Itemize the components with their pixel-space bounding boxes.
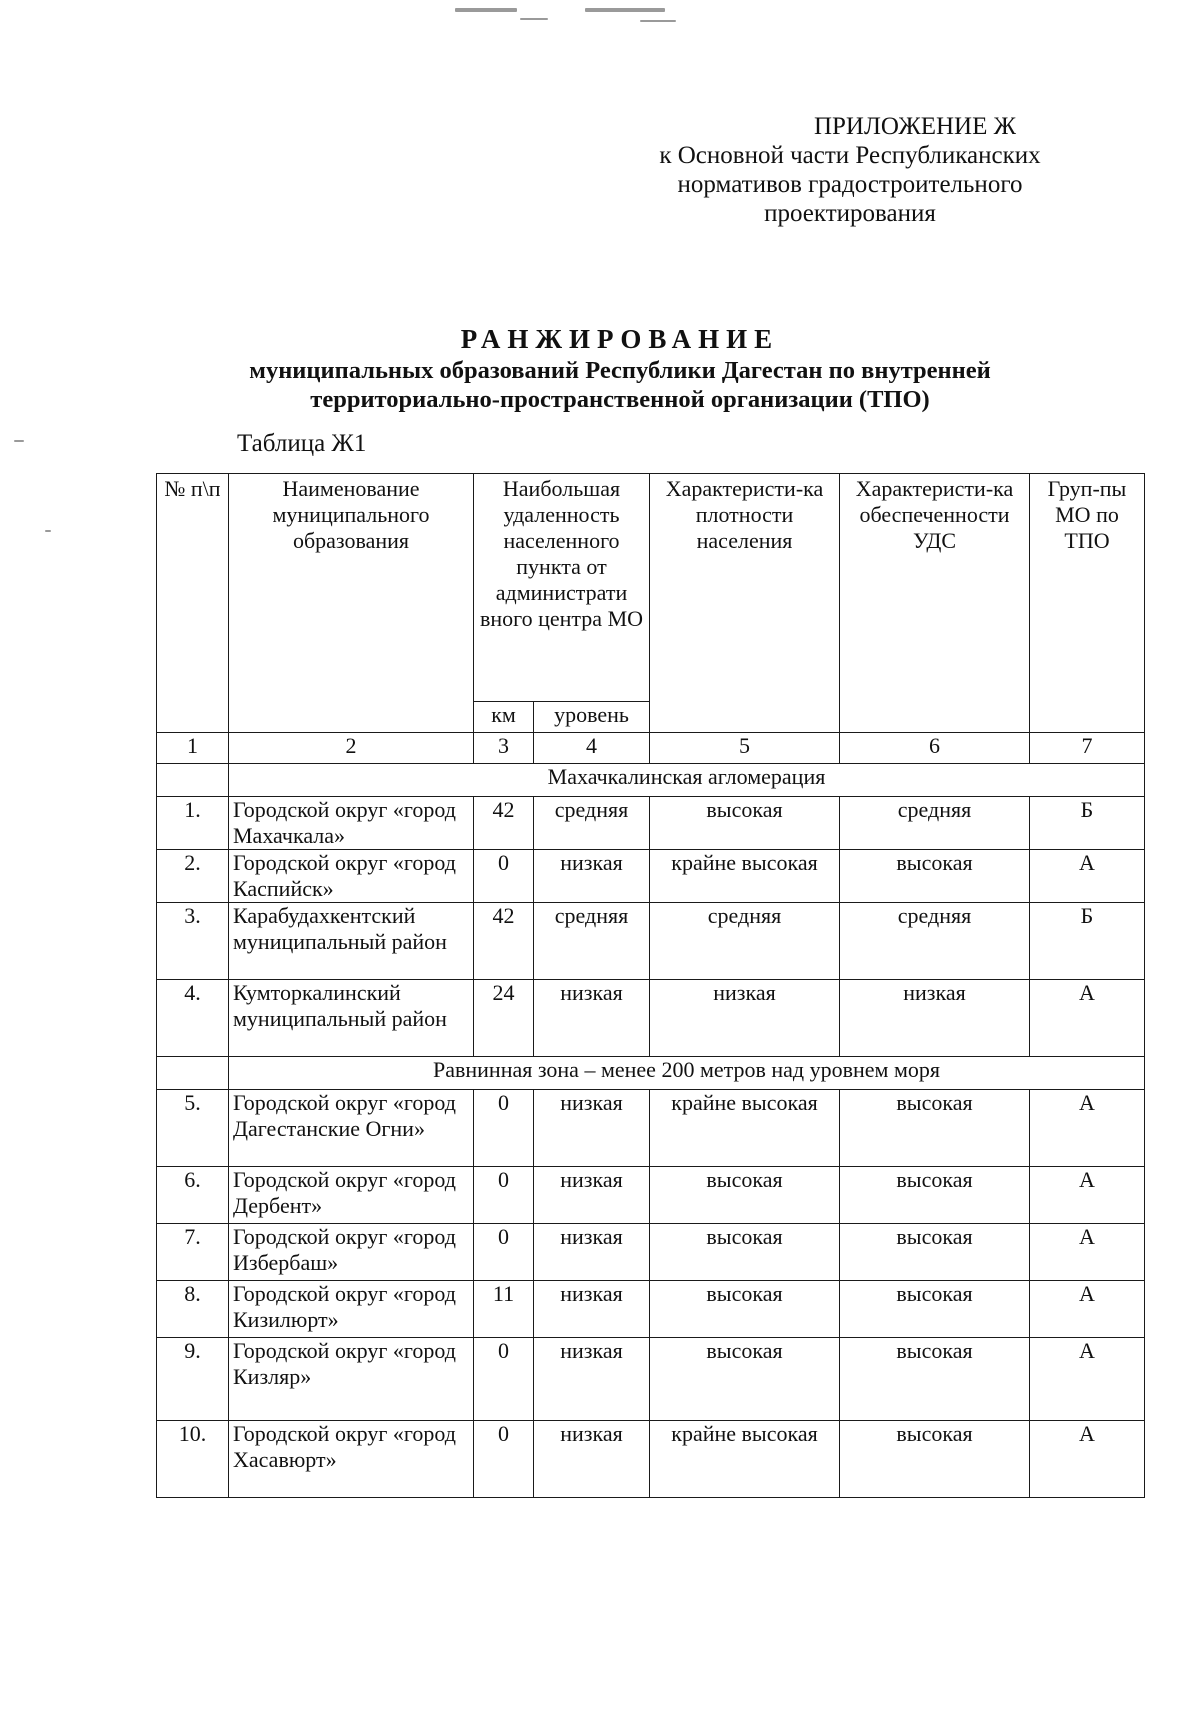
cell-num: 10. — [157, 1421, 229, 1498]
cell-group: А — [1030, 1281, 1145, 1338]
column-number: 4 — [534, 733, 650, 764]
cell-density: высокая — [650, 1281, 840, 1338]
cell-density: крайне высокая — [650, 1090, 840, 1167]
cell-km: 11 — [474, 1281, 534, 1338]
cell-km: 0 — [474, 850, 534, 903]
cell-group: А — [1030, 980, 1145, 1057]
cell-km: 0 — [474, 1421, 534, 1498]
cell-level: средняя — [534, 903, 650, 980]
cell-num: 5. — [157, 1090, 229, 1167]
scan-noise — [640, 20, 676, 22]
cell-km: 42 — [474, 903, 534, 980]
cell-density: высокая — [650, 1338, 840, 1421]
table-row — [157, 797, 1145, 850]
cell-group: А — [1030, 1167, 1145, 1224]
cell-uds: высокая — [840, 1167, 1030, 1224]
cell-level: низкая — [534, 980, 650, 1057]
cell-km: 0 — [474, 1224, 534, 1281]
cell-group: А — [1030, 1090, 1145, 1167]
column-number: 2 — [229, 733, 474, 764]
table-header-row — [157, 474, 1145, 702]
cell-level: низкая — [534, 1281, 650, 1338]
cell-uds: средняя — [840, 903, 1030, 980]
table-row — [157, 980, 1145, 1057]
header-num: № п\п — [157, 474, 229, 733]
cell-num: 8. — [157, 1281, 229, 1338]
cell-name: Карабудахкентский муниципальный район — [229, 903, 474, 980]
column-number: 6 — [840, 733, 1030, 764]
cell-uds: высокая — [840, 1421, 1030, 1498]
header-groups: Груп-пы МО по ТПО — [1030, 474, 1145, 733]
scan-noise — [585, 8, 665, 12]
header-uds: Характеристи-ка обеспеченности УДС — [840, 474, 1030, 733]
cell-name: Городской округ «город Каспийск» — [229, 850, 474, 903]
cell-level: низкая — [534, 1090, 650, 1167]
cell-density: высокая — [650, 1224, 840, 1281]
cell-level: низкая — [534, 1167, 650, 1224]
section-row — [157, 1057, 1145, 1090]
column-number: 1 — [157, 733, 229, 764]
scan-noise — [14, 440, 24, 442]
section-title: Махачкалинская агломерация — [229, 764, 1145, 797]
cell-km: 0 — [474, 1338, 534, 1421]
cell-density: высокая — [650, 797, 840, 850]
cell-uds: низкая — [840, 980, 1030, 1057]
cell-density: крайне высокая — [650, 1421, 840, 1498]
column-number: 3 — [474, 733, 534, 764]
title-line: муниципальных образований Республики Дагестан по внутренней — [249, 357, 991, 384]
cell-num: 7. — [157, 1224, 229, 1281]
cell-num: 6. — [157, 1167, 229, 1224]
cell-group: Б — [1030, 903, 1145, 980]
cell-num: 3. — [157, 903, 229, 980]
scan-noise — [455, 8, 517, 12]
column-number: 7 — [1030, 733, 1145, 764]
appendix-title: ПРИЛОЖЕНИЕ Ж — [813, 113, 1017, 140]
cell-num: 1. — [157, 797, 229, 850]
cell-group: Б — [1030, 797, 1145, 850]
cell-km: 24 — [474, 980, 534, 1057]
cell-name: Городской округ «город Хасавюрт» — [229, 1421, 474, 1498]
appendix-line: к Основной части Республиканских — [659, 142, 1041, 169]
title-line: территориально-пространственной организации (ТПО) — [310, 386, 930, 413]
cell-group: А — [1030, 1421, 1145, 1498]
cell-level: низкая — [534, 1224, 650, 1281]
header-level: уровень — [534, 701, 650, 732]
cell-density: крайне высокая — [650, 850, 840, 903]
cell-num: 2. — [157, 850, 229, 903]
table-caption: Таблица Ж1 — [237, 430, 367, 457]
table-row — [157, 1338, 1145, 1421]
table-row — [157, 1281, 1145, 1338]
ranking-table — [156, 473, 1145, 1498]
cell-level: низкая — [534, 1421, 650, 1498]
cell-name: Городской округ «город Дербент» — [229, 1167, 474, 1224]
cell-level: средняя — [534, 797, 650, 850]
table-row — [157, 1421, 1145, 1498]
header-distance: Наибольшая удаленность населенного пункта от администрати вного центра МО — [474, 474, 650, 702]
cell-km: 0 — [474, 1167, 534, 1224]
table-row — [157, 1224, 1145, 1281]
cell-uds: высокая — [840, 1224, 1030, 1281]
table-row — [157, 850, 1145, 903]
cell-group: А — [1030, 1224, 1145, 1281]
header-name: Наименование муниципального образования — [229, 474, 474, 733]
appendix-heading — [630, 112, 1070, 228]
cell-name: Городской округ «город Кизляр» — [229, 1338, 474, 1421]
cell-uds: средняя — [840, 797, 1030, 850]
cell-km: 42 — [474, 797, 534, 850]
column-number: 5 — [650, 733, 840, 764]
cell-level: низкая — [534, 850, 650, 903]
cell-uds: высокая — [840, 1281, 1030, 1338]
section-row — [157, 764, 1145, 797]
title-heading: РАНЖИРОВАНИЕ — [460, 324, 780, 354]
appendix-line: нормативов градостроительного — [677, 171, 1023, 198]
header-km: км — [474, 701, 534, 732]
cell-group: А — [1030, 850, 1145, 903]
cell-density: высокая — [650, 1167, 840, 1224]
column-number-row — [157, 733, 1145, 764]
cell-uds: высокая — [840, 1338, 1030, 1421]
cell-name: Кумторкалинский муниципальный район — [229, 980, 474, 1057]
scan-noise — [520, 18, 548, 20]
cell-km: 0 — [474, 1090, 534, 1167]
cell-num: 9. — [157, 1338, 229, 1421]
table-row — [157, 903, 1145, 980]
cell-uds: высокая — [840, 850, 1030, 903]
appendix-line: проектирования — [764, 200, 936, 227]
cell-density: низкая — [650, 980, 840, 1057]
cell-density: средняя — [650, 903, 840, 980]
cell-name: Городской округ «город Дагестанские Огни» — [229, 1090, 474, 1167]
cell-name: Городской округ «город Избербаш» — [229, 1224, 474, 1281]
section-spacer — [157, 1057, 229, 1090]
cell-level: низкая — [534, 1338, 650, 1421]
table-row — [157, 1167, 1145, 1224]
table-row — [157, 1090, 1145, 1167]
cell-name: Городской округ «город Кизилюрт» — [229, 1281, 474, 1338]
cell-num: 4. — [157, 980, 229, 1057]
scan-noise — [45, 530, 51, 532]
section-title: Равнинная зона – менее 200 метров над уровнем моря — [229, 1057, 1145, 1090]
table-body — [157, 733, 1145, 1498]
header-density: Характеристи-ка плотности населения — [650, 474, 840, 733]
section-spacer — [157, 764, 229, 797]
cell-group: А — [1030, 1338, 1145, 1421]
cell-uds: высокая — [840, 1090, 1030, 1167]
cell-name: Городской округ «город Махачкала» — [229, 797, 474, 850]
document-title — [160, 322, 1080, 414]
